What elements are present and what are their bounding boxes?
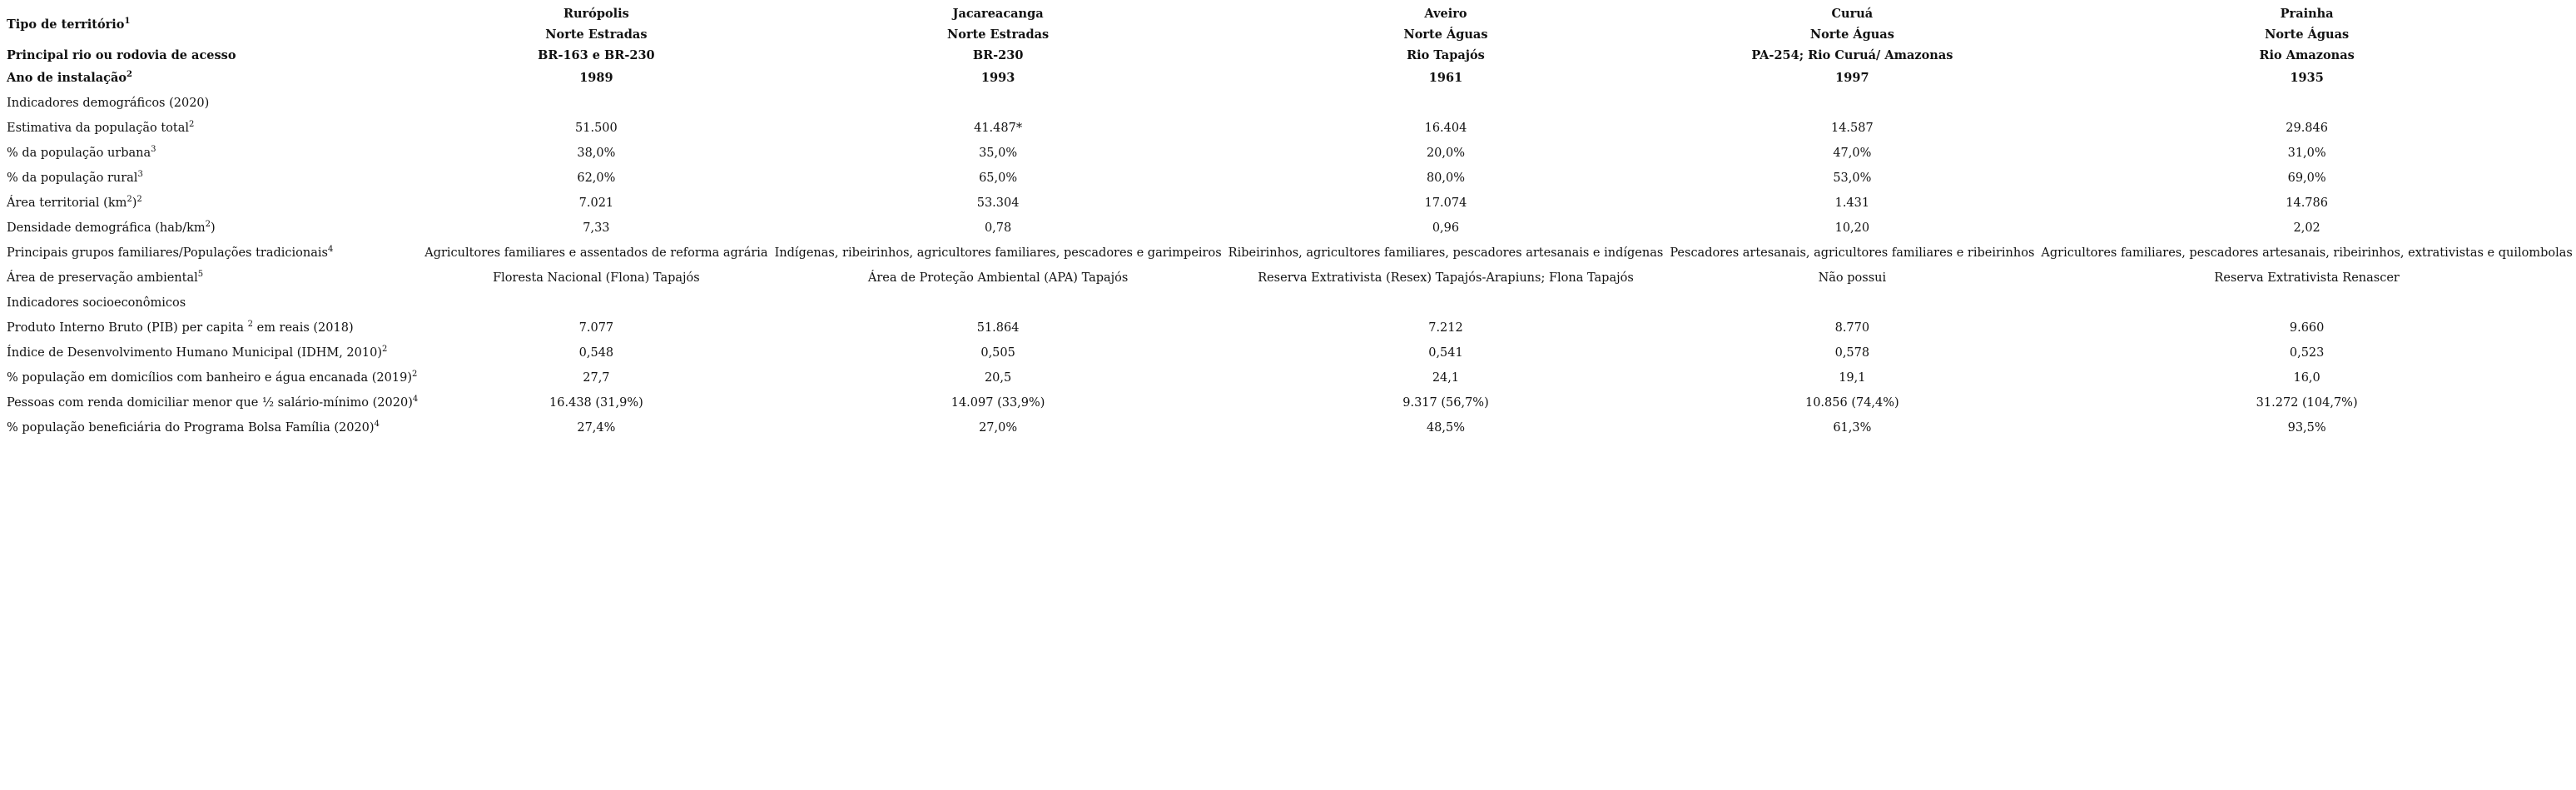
- row-label-cell: [7, 141, 421, 166]
- row-label-tail: ): [211, 221, 216, 235]
- table-cell: [772, 291, 1225, 316]
- municipality-name: Aveiro: [1424, 7, 1467, 21]
- row-label: Área de preservação ambiental: [7, 271, 198, 285]
- table-cell: Agricultores familiares, pescadores artesanais, ribeirinhos, extrativistas e quilombolas: [2041, 246, 2573, 260]
- row-label-cell: [7, 66, 421, 91]
- table-cell: 35,0%: [979, 147, 1018, 160]
- row-label: Estimativa da população total: [7, 122, 190, 135]
- row-label-tail: em reais (2018): [253, 321, 354, 335]
- row-label: % população em domicílios com banheiro e água encanada (2019): [7, 371, 412, 385]
- table-cell: 16.438 (31,9%): [549, 396, 643, 410]
- territory-type-label: Tipo de território: [7, 17, 125, 32]
- table-cell: 38,0%: [577, 147, 616, 160]
- table-cell: 27,7: [583, 371, 610, 385]
- municipality-name: Curuá: [1831, 7, 1874, 21]
- table-cell: 0,548: [578, 346, 614, 360]
- footnote-marker: 2: [127, 195, 132, 204]
- access-route: Rio Amazonas: [2259, 48, 2355, 62]
- row-label-cell: [7, 390, 421, 415]
- table-cell: [2037, 291, 2575, 316]
- footnote-marker: 2: [247, 320, 253, 329]
- table-cell: 20,5: [984, 371, 1012, 385]
- table-cell: 10.856 (74,4%): [1804, 396, 1899, 410]
- municipal-indicators-table: [7, 3, 2576, 440]
- table-cell: [1225, 91, 1667, 116]
- table-cell: Floresta Nacional (Flona) Tapajós: [493, 271, 700, 285]
- table-cell: 0,505: [980, 346, 1015, 360]
- row-label: Índice de Desenvolvimento Humano Municipal (IDHM, 2010): [7, 346, 382, 360]
- row-label-cell: [7, 365, 421, 390]
- territory-type: Norte Estradas: [947, 27, 1050, 42]
- table-cell: 1997: [1835, 71, 1869, 85]
- table-cell: Agricultores familiares e assentados de reforma agrária: [424, 246, 768, 260]
- municipality-name: Prainha: [2280, 7, 2334, 21]
- row-label: Área territorial (km: [7, 196, 127, 210]
- table-row: [7, 390, 2576, 415]
- table-cell: Área de Proteção Ambiental (APA) Tapajós: [867, 271, 1129, 285]
- table-cell: 17.074: [1424, 196, 1467, 210]
- table-cell: 0,541: [1428, 346, 1463, 360]
- row-label: Ano de instalação: [7, 71, 127, 85]
- territory-type: Norte Estradas: [545, 27, 648, 42]
- footnote-marker: 2: [127, 70, 132, 79]
- row-label-cell: [7, 340, 421, 365]
- table-cell: 14.587: [1830, 122, 1874, 135]
- table-cell: 7.077: [578, 321, 614, 335]
- row-label: Produto Interno Bruto (PIB) per capita: [7, 321, 248, 335]
- table-cell: Pescadores artesanais, agricultores familiares e ribeirinhos: [1670, 246, 2035, 260]
- row-label: % da população urbana: [7, 147, 151, 160]
- table-cell: 16.404: [1424, 122, 1467, 135]
- table-cell: [421, 291, 771, 316]
- footnote-marker: 5: [197, 270, 204, 279]
- table-cell: 1989: [579, 71, 613, 85]
- table-cell: 7.021: [578, 196, 614, 210]
- table-row: [7, 91, 2576, 116]
- header-municipality-row: [7, 3, 2576, 24]
- table-cell: 47,0%: [1833, 147, 1872, 160]
- table-cell: Indígenas, ribeirinhos, agricultores familiares, pescadores e garimpeiros: [774, 246, 1222, 260]
- access-route: Rio Tapajós: [1407, 48, 1485, 62]
- table-row: [7, 241, 2576, 266]
- table-cell: 0,578: [1834, 346, 1870, 360]
- table-cell: 80,0%: [1426, 171, 1466, 185]
- municipality-name: Rurópolis: [563, 7, 629, 21]
- table-cell: 41.487*: [974, 122, 1023, 135]
- territory-type: Norte Águas: [2265, 27, 2350, 42]
- table-row: [7, 291, 2576, 316]
- row-label-cell: [7, 191, 421, 216]
- row-label: Indicadores socioeconômicos: [7, 296, 186, 310]
- table-container: [7, 3, 2576, 440]
- table-cell: 31,0%: [2287, 147, 2326, 160]
- table-cell: 53.304: [976, 196, 1020, 210]
- table-cell: 65,0%: [979, 171, 1018, 185]
- footnote-marker: 4: [374, 420, 380, 429]
- row-label: % da população rural: [7, 171, 138, 185]
- header-access-row: [7, 45, 2576, 66]
- table-row: [7, 266, 2576, 291]
- table-cell: [421, 91, 771, 116]
- table-row: [7, 116, 2576, 141]
- table-cell: 29.846: [2286, 122, 2328, 135]
- table-row: [7, 365, 2576, 390]
- table-cell: 10,20: [1834, 221, 1870, 235]
- table-cell: 51.500: [575, 122, 618, 135]
- row-label-cell: [7, 166, 421, 191]
- table-row: [7, 316, 2576, 340]
- table-cell: 19,1: [1839, 371, 1866, 385]
- table-cell: 93,5%: [2287, 421, 2326, 435]
- footnote-marker: 4: [327, 245, 334, 254]
- table-cell: [772, 91, 1225, 116]
- row-label: Indicadores demográficos (2020): [7, 97, 210, 110]
- row-label-cell: [7, 116, 421, 141]
- access-route-label: Principal rio ou rodovia de acesso: [7, 48, 236, 62]
- table-cell: Não possui: [1818, 271, 1887, 285]
- municipality-name: Jacareacanga: [952, 7, 1044, 21]
- table-cell: 31.272 (104,7%): [2256, 396, 2358, 410]
- table-cell: 24,1: [1432, 371, 1460, 385]
- row-label-cell: [7, 266, 421, 291]
- table-cell: 27,0%: [979, 421, 1018, 435]
- footnote-marker: 2: [205, 220, 211, 229]
- table-cell: 53,0%: [1833, 171, 1872, 185]
- table-cell: 14.097 (33,9%): [950, 396, 1045, 410]
- footnote-marker: 2: [382, 345, 388, 354]
- territory-type: Norte Águas: [1403, 27, 1488, 42]
- row-label-tail: ): [132, 196, 137, 210]
- table-cell: 7.212: [1428, 321, 1463, 335]
- table-cell: 0,523: [2289, 346, 2325, 360]
- territory-type-label-cell: [7, 3, 421, 45]
- row-label: % população beneficiária do Programa Bolsa Família (2020): [7, 421, 375, 435]
- table-cell: 14.786: [2286, 196, 2328, 210]
- table-row: [7, 166, 2576, 191]
- table-row: [7, 340, 2576, 365]
- access-route: BR-163 e BR-230: [538, 48, 655, 62]
- table-cell: 51.864: [976, 321, 1020, 335]
- footnote-marker: 4: [412, 395, 419, 404]
- table-cell: 62,0%: [577, 171, 616, 185]
- table-cell: 16,0: [2293, 371, 2320, 385]
- table-cell: 1935: [2290, 71, 2324, 85]
- table-row: [7, 191, 2576, 216]
- territory-type: Norte Águas: [1809, 27, 1894, 42]
- table-cell: 1.431: [1834, 196, 1870, 210]
- table-row: [7, 216, 2576, 241]
- row-label-cell: [7, 415, 421, 440]
- footnote-marker: 3: [151, 145, 156, 154]
- table-cell: 9.660: [2289, 321, 2325, 335]
- row-label-cell: [7, 91, 421, 116]
- table-cell: 69,0%: [2287, 171, 2326, 185]
- table-cell: Ribeirinhos, agricultores familiares, pescadores artesanais e indígenas: [1228, 246, 1664, 260]
- table-cell: [1666, 91, 2037, 116]
- table-cell: [1225, 291, 1667, 316]
- footnote-marker: 2: [136, 195, 142, 204]
- table-cell: 0,96: [1432, 221, 1460, 235]
- footnote-marker: 2: [412, 370, 418, 379]
- table-cell: Reserva Extrativista (Resex) Tapajós-Arapiuns; Flona Tapajós: [1258, 271, 1634, 285]
- table-row: [7, 415, 2576, 440]
- table-cell: [2037, 91, 2575, 116]
- table-cell: 2,02: [2293, 221, 2320, 235]
- footnote-marker: 3: [137, 170, 143, 179]
- table-row: [7, 66, 2576, 91]
- table-row: [7, 141, 2576, 166]
- table-cell: 7,33: [583, 221, 610, 235]
- footnote-marker: 2: [189, 120, 195, 129]
- table-cell: 9.317 (56,7%): [1402, 396, 1489, 410]
- territory-type-footnote: 1: [124, 16, 131, 26]
- row-label: Principais grupos familiares/Populações tradicionais: [7, 246, 328, 260]
- table-cell: 0,78: [984, 221, 1012, 235]
- table-cell: 48,5%: [1426, 421, 1466, 435]
- table-cell: 20,0%: [1426, 147, 1466, 160]
- row-label-cell: [7, 316, 421, 340]
- row-label-cell: [7, 216, 421, 241]
- table-cell: Reserva Extrativista Renascer: [2214, 271, 2400, 285]
- row-label-cell: [7, 241, 421, 266]
- row-label-cell: [7, 291, 421, 316]
- table-cell: 1993: [980, 71, 1015, 85]
- table-cell: 27,4%: [577, 421, 616, 435]
- table-cell: [1666, 291, 2037, 316]
- access-route: BR-230: [972, 48, 1024, 62]
- access-route: PA-254; Rio Curuá/ Amazonas: [1751, 48, 1953, 62]
- row-label: Pessoas com renda domiciliar menor que ½ salário-mínimo (2020): [7, 396, 413, 410]
- table-cell: 8.770: [1834, 321, 1870, 335]
- table-cell: 61,3%: [1833, 421, 1872, 435]
- row-label: Densidade demográfica (hab/km: [7, 221, 206, 235]
- table-cell: 1961: [1428, 71, 1463, 85]
